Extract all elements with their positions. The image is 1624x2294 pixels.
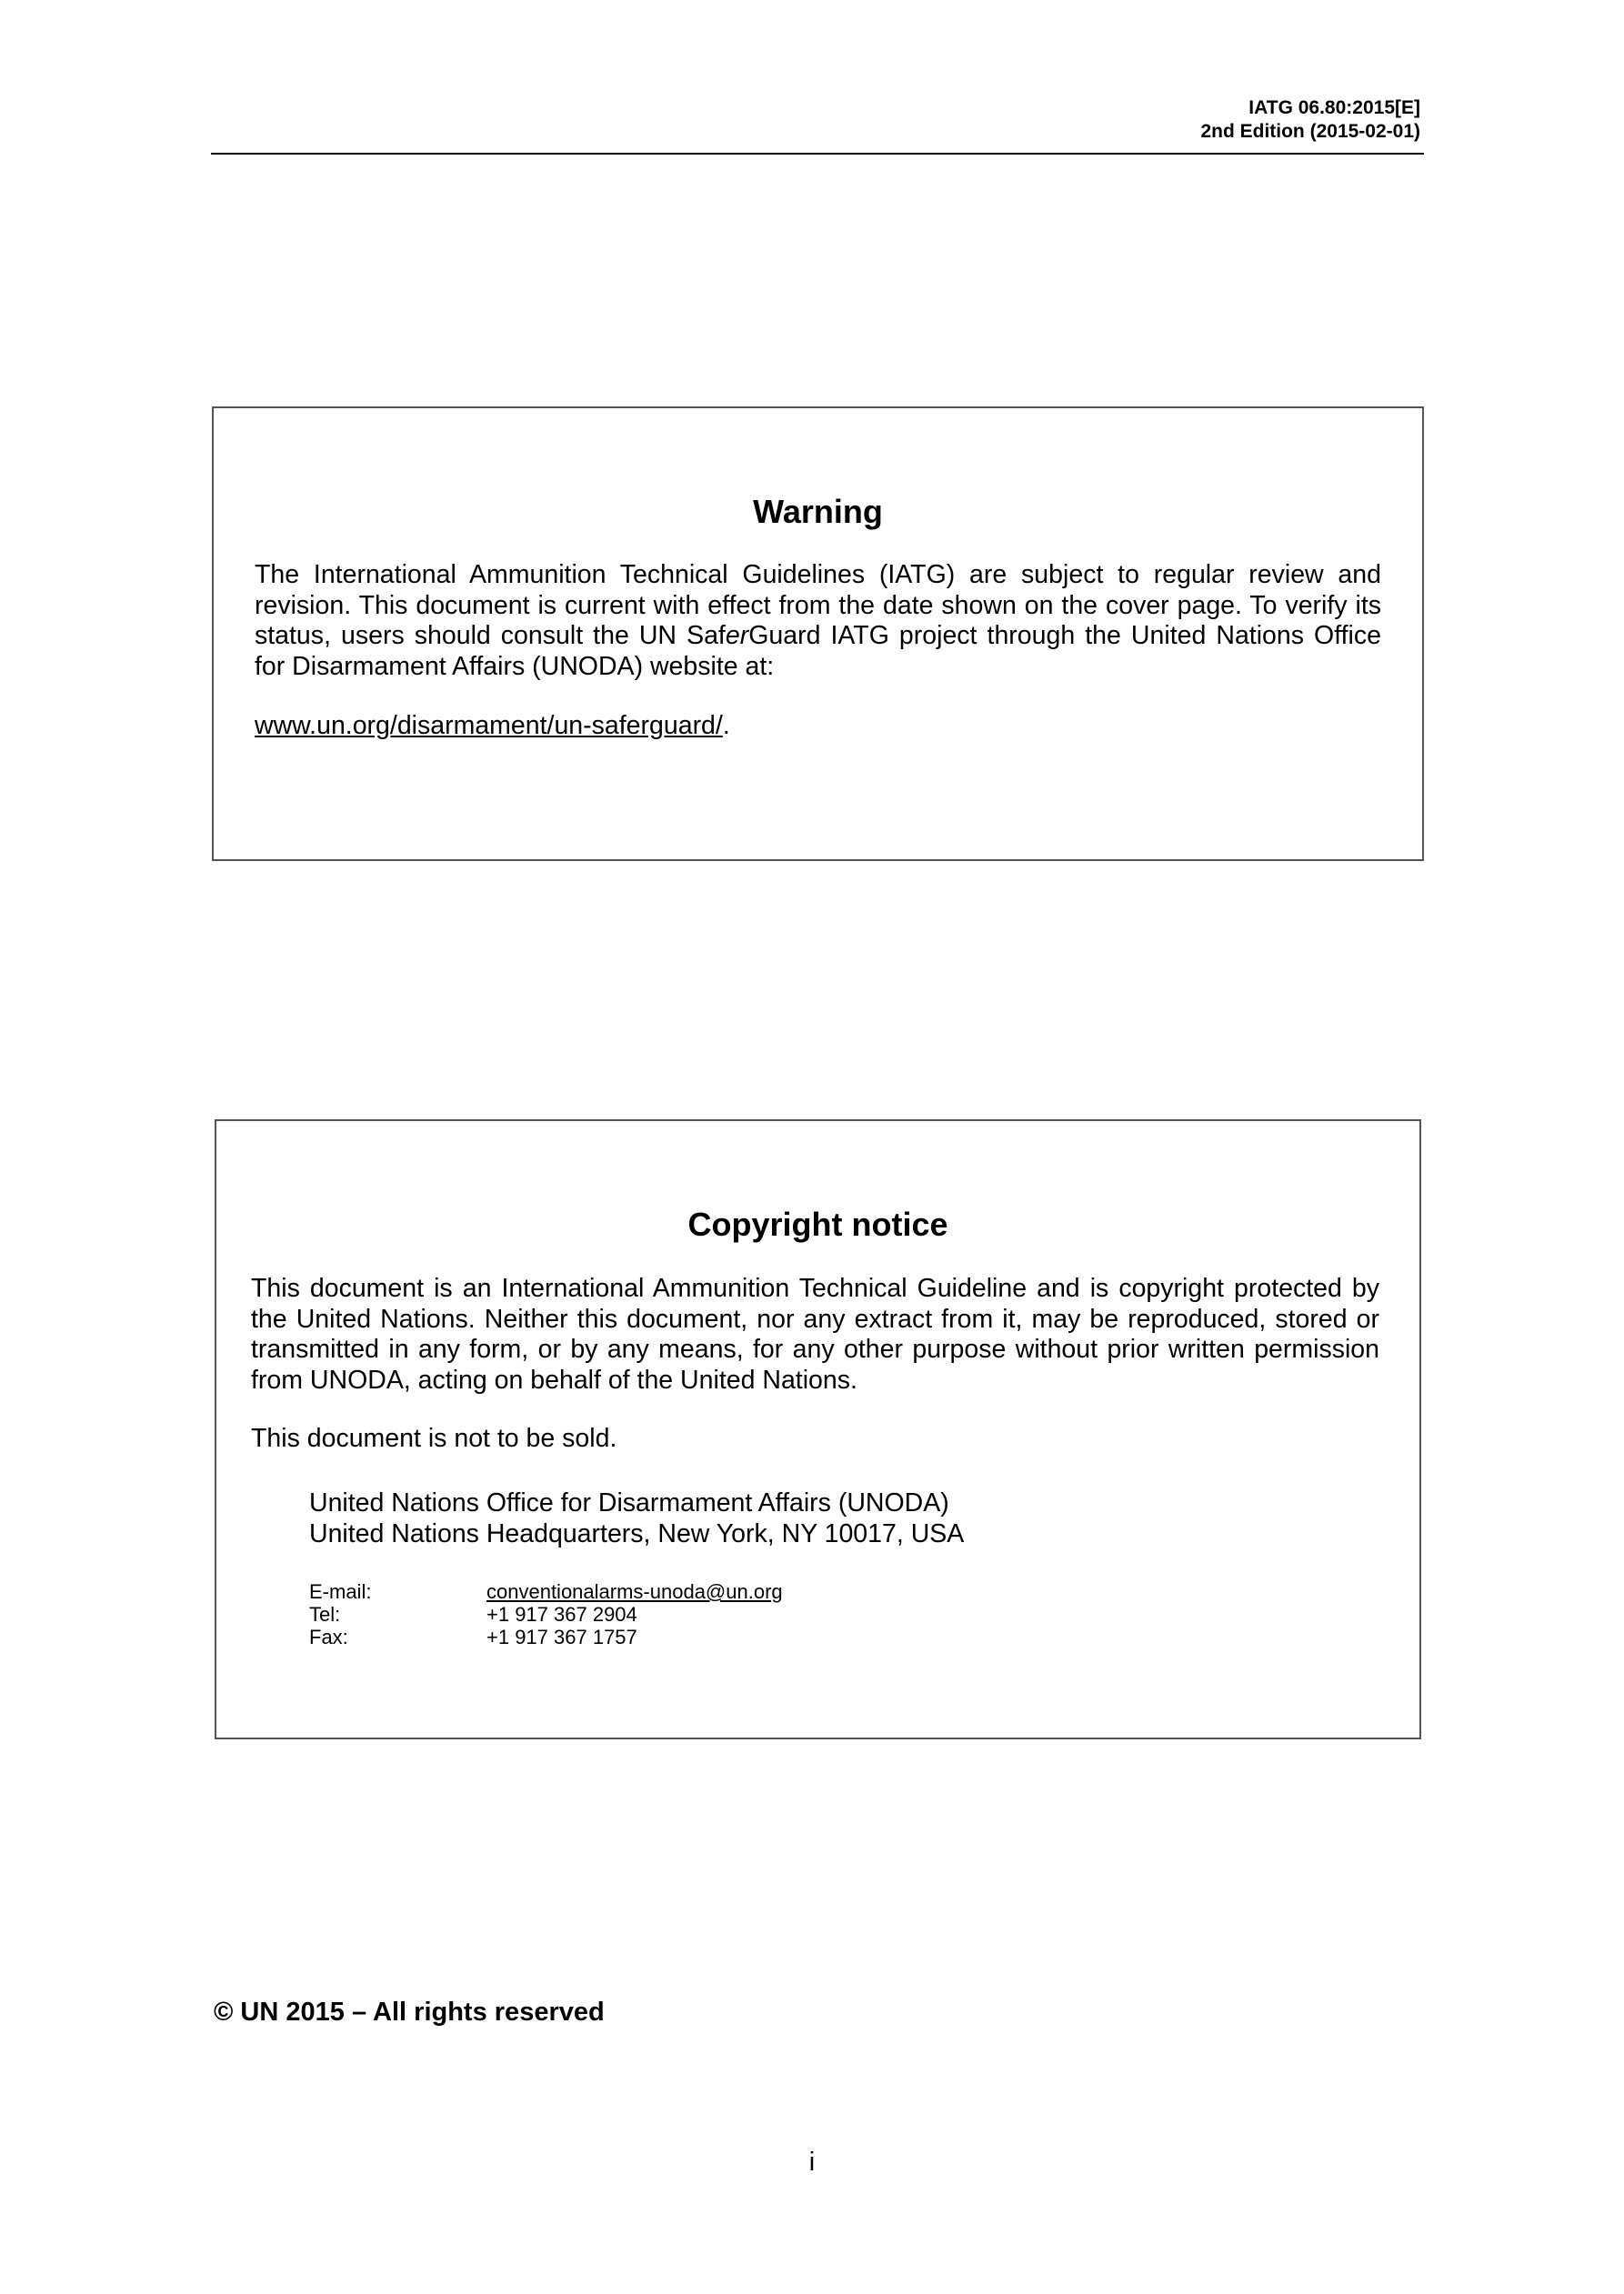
- page-number: i: [808, 2148, 816, 2177]
- tel-value: +1 917 367 2904: [486, 1603, 637, 1626]
- fax-label: Fax:: [309, 1626, 348, 1648]
- copyright-box: [215, 1119, 1421, 1739]
- warning-paragraph-post: Guard IATG project through the United Nations Office for Disarmament Affairs (UNODA) website at:: [255, 621, 1381, 681]
- contact-details: [309, 1580, 783, 1648]
- fax-value: +1 917 367 1757: [486, 1626, 637, 1648]
- edition-label: 2nd Edition (2015-02-01): [1200, 121, 1420, 142]
- email-link[interactable]: conventionalarms-unoda@un.org: [486, 1580, 783, 1603]
- contact-row-email: [309, 1580, 783, 1603]
- warning-box: [212, 406, 1424, 861]
- warning-paragraph: [255, 560, 1381, 682]
- not-sold-text: This document is not to be sold.: [251, 1424, 617, 1453]
- tel-label: Tel:: [309, 1603, 341, 1626]
- email-label: E-mail:: [309, 1580, 372, 1603]
- warning-paragraph-pre: The International Ammunition Technical Guidelines (IATG) are subject to regular review and revision. This document is current with effect from the date shown on the cover page. To verify its status, users should consult the UN Saf: [255, 560, 1381, 650]
- address-line-2: United Nations Headquarters, New York, NY 10017, USA: [309, 1519, 965, 1548]
- page-header: [211, 96, 1424, 155]
- document-id: IATG 06.80:2015[E]: [1248, 97, 1420, 118]
- contact-row-fax: [309, 1626, 783, 1648]
- unoda-address: [309, 1488, 964, 1549]
- copyright-title: Copyright notice: [687, 1206, 948, 1243]
- warning-title: Warning: [753, 493, 883, 530]
- copyright-paragraph: This document is an International Ammunition Technical Guideline and is copyright protected by the United Nations. Neither this document, nor any extract from it, may be reproduced, stored or transmitted in any form, or by any means, for any other purpose without prior written permission from UNODA, acting on behalf of the United Nations.: [251, 1274, 1379, 1395]
- contact-row-tel: [309, 1603, 783, 1626]
- warning-link-line: [255, 711, 730, 742]
- warning-paragraph-italic: er: [725, 621, 749, 650]
- warning-link-suffix: .: [722, 711, 730, 740]
- saferguard-link[interactable]: www.un.org/disarmament/un-saferguard/: [255, 711, 723, 740]
- footer-copyright: © UN 2015 – All rights reserved: [214, 1998, 605, 2027]
- address-line-1: United Nations Office for Disarmament Affairs (UNODA): [309, 1488, 949, 1518]
